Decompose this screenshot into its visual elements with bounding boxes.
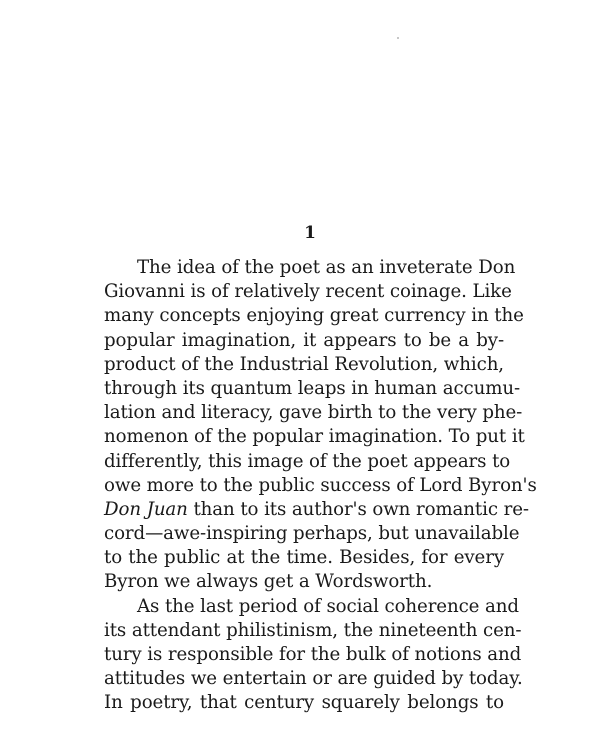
body-text	[104, 256, 537, 716]
text-line: its attendant philistinism, the nineteenth cen-	[104, 619, 522, 641]
text-line: through its quantum leaps in human accumu-	[104, 377, 521, 399]
chapter-number: 1	[304, 223, 316, 243]
text-line: popular imagination, it appears to be a by-	[104, 329, 504, 351]
text-line: attitudes we entertain or are guided by today.	[104, 668, 523, 690]
book-title-don-juan: Don Juan	[104, 498, 188, 520]
text-line: In poetry, that century squarely belongs to	[104, 692, 504, 714]
text-line	[104, 498, 529, 522]
text-line-rest: than to its author's own romantic re-	[187, 498, 529, 520]
paragraph-2	[104, 595, 523, 716]
text-line: The idea of the poet as an inveterate Don	[137, 257, 516, 278]
text-line: cord—awe-inspiring perhaps, but unavailable	[104, 523, 520, 545]
text-line: many concepts enjoying great currency in the	[104, 305, 524, 327]
paper-speck	[397, 37, 399, 39]
text-line: product of the Industrial Revolution, which,	[104, 353, 504, 375]
text-line: lation and literacy, gave birth to the very phe-	[104, 402, 523, 424]
paragraph-1	[104, 256, 537, 595]
text-line: tury is responsible for the bulk of notions and	[104, 644, 522, 665]
text-line: Byron we always get a Wordsworth.	[104, 571, 433, 593]
text-line: Giovanni is of relatively recent coinage. Like	[104, 281, 512, 303]
text-line: to the public at the time. Besides, for every	[104, 547, 504, 569]
text-line: As the last period of social coherence and	[137, 595, 519, 617]
text-line: differently, this image of the poet appears to	[104, 450, 511, 472]
text-line: owe more to the public success of Lord Byron's	[104, 474, 537, 496]
text-line: nomenon of the popular imagination. To put it	[104, 426, 525, 448]
